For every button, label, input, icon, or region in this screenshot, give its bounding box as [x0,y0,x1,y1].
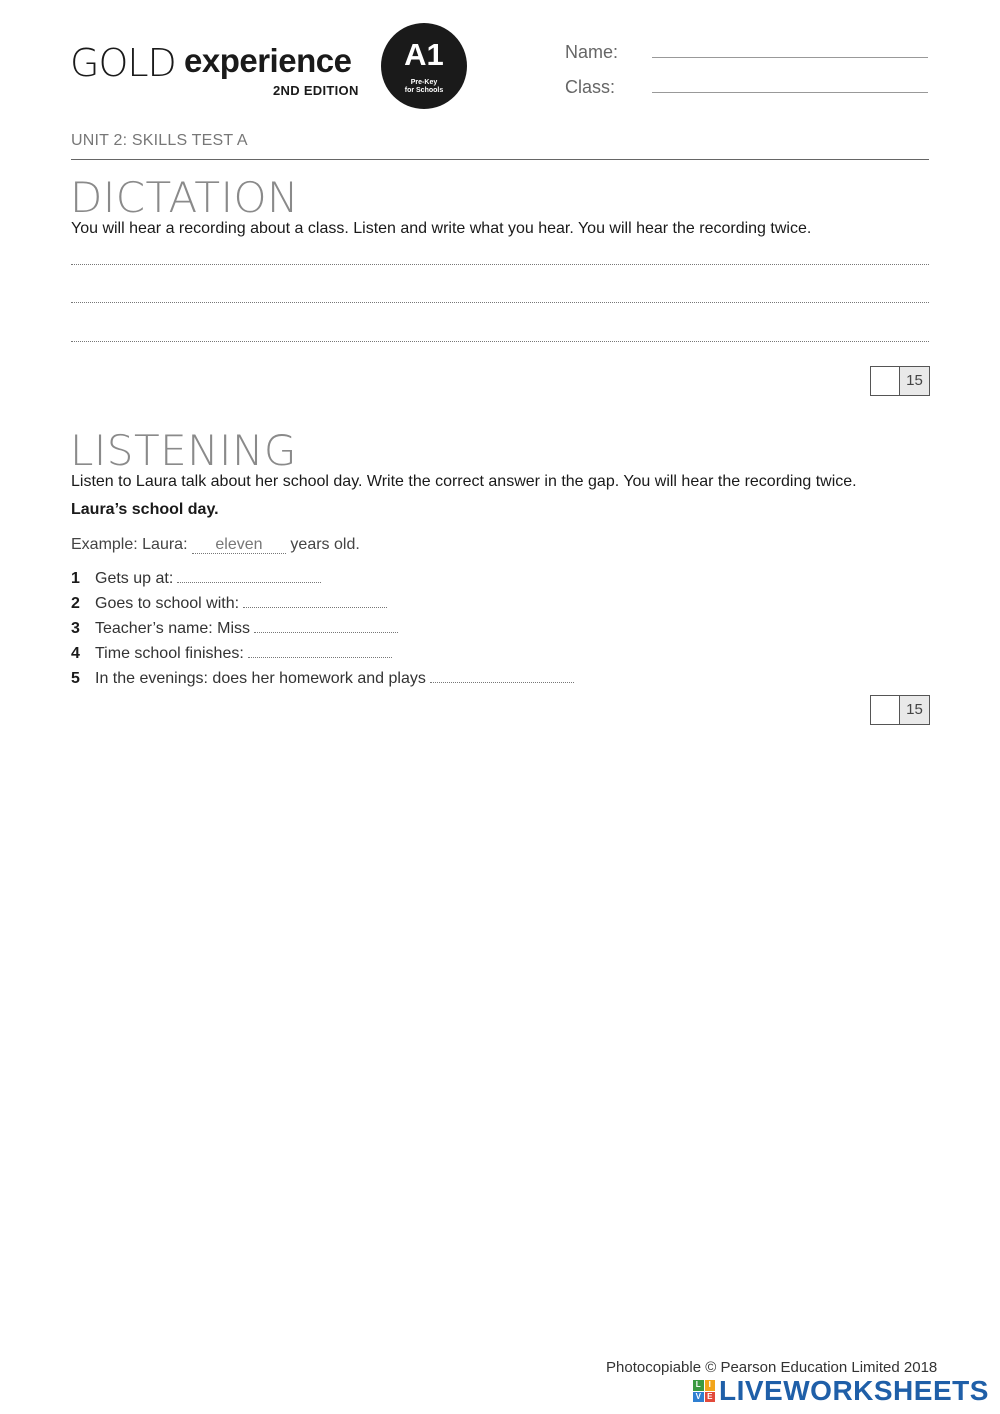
listening-subtitle: Laura’s school day. [71,501,219,518]
example-line [71,536,360,554]
question-3 [71,620,398,638]
dictation-title: DICTATION [70,173,299,222]
name-field[interactable] [652,57,928,58]
answer-gap-5[interactable] [430,670,574,683]
question-number: 4 [71,645,80,662]
question-text: Time school finishes: [95,645,244,662]
dictation-score-total: 15 [900,367,929,395]
badge-level: A1 [404,37,444,72]
liveworksheets-logo [693,1377,989,1405]
listening-title: LISTENING [70,426,297,475]
dictation-answer-line-2[interactable] [71,302,929,303]
question-number: 3 [71,620,80,637]
listening-score-box [870,695,930,725]
class-field[interactable] [652,92,928,93]
level-badge [381,23,467,109]
icon-letter: L [693,1380,704,1391]
dictation-instruction: You will hear a recording about a class. Listen and write what you hear. You will hear the recording twice. [71,220,812,237]
dictation-answer-line-1[interactable] [71,264,929,265]
listening-score-input[interactable] [871,696,900,724]
question-text: Gets up at: [95,570,174,587]
dictation-answer-line-3[interactable] [71,341,929,342]
question-4 [71,645,392,663]
listening-instruction: Listen to Laura talk about her school day. Write the correct answer in the gap. You will hear the recording twice. [71,473,857,490]
icon-letter: V [693,1392,704,1403]
liveworksheets-icon [693,1380,715,1402]
class-label: Class: [565,77,616,97]
example-suffix: years old. [290,536,360,553]
question-5 [71,670,574,688]
icon-letter: E [705,1392,716,1403]
question-number: 2 [71,595,80,612]
question-2 [71,595,387,613]
brand-gold: GOLD [70,41,176,85]
edition-label: 2ND EDITION [273,83,359,98]
dictation-score-input[interactable] [871,367,900,395]
badge-subtitle [381,79,467,94]
question-text: In the evenings: does her homework and plays [95,670,426,687]
listening-score-total: 15 [900,696,929,724]
liveworksheets-wordmark: LIVEWORKSHEETS [719,1375,989,1406]
header-divider [71,159,929,160]
answer-gap-3[interactable] [254,620,398,633]
copyright-notice: Photocopiable © Pearson Education Limited 2018 [606,1359,938,1376]
example-answer: eleven [192,537,286,554]
question-text: Goes to school with: [95,595,240,612]
answer-gap-4[interactable] [248,645,392,658]
example-prefix: Example: Laura: [71,536,188,553]
dictation-score-box [870,366,930,396]
question-number: 1 [71,570,80,587]
unit-label: UNIT 2: SKILLS TEST A [71,132,248,149]
answer-gap-2[interactable] [243,595,387,608]
brand-experience: experience [184,42,352,79]
question-text: Teacher’s name: Miss [95,620,251,637]
badge-line-2: for Schools [404,86,444,94]
icon-letter: I [705,1380,716,1391]
question-1 [71,570,321,588]
question-number: 5 [71,670,80,687]
name-label: Name: [565,42,619,62]
answer-gap-1[interactable] [177,570,321,583]
badge-line-1: Pre-Key [410,79,438,86]
